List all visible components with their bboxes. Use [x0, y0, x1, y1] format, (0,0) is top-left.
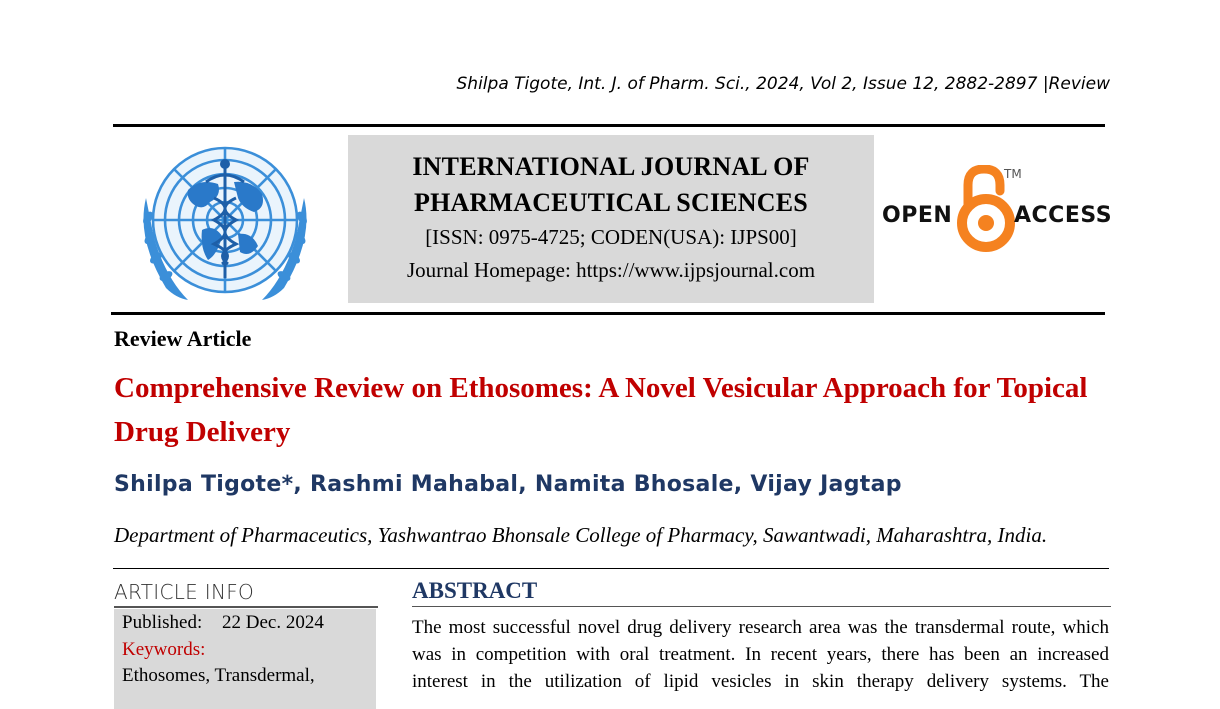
journal-homepage[interactable]: Journal Homepage: https://www.ijpsjournal.com — [406, 258, 816, 282]
trademark-mark: TM — [1004, 167, 1022, 181]
published-date: 22 Dec. 2024 — [222, 612, 324, 633]
running-header: Shilpa Tigote, Int. J. of Pharm. Sci., 2024, Vol 2, Issue 12, 2882-2897 |Review — [456, 74, 1110, 94]
keywords-value: Ethosomes, Transdermal, — [122, 665, 315, 686]
journal-issn: [ISSN: 0975-4725; CODEN(USA): IJPS00] — [425, 225, 797, 249]
published-label: Published: — [122, 612, 203, 633]
affiliation-rule — [113, 568, 1109, 569]
abstract-line: was in competition with oral treatment. In recent years, there has been an increased — [412, 644, 1109, 665]
abstract-line: interest in the utilization of lipid vesicles in skin therapy delivery systems. The — [412, 671, 1109, 692]
abstract-body — [412, 614, 1109, 695]
article-affiliation: Department of Pharmaceutics, Yashwantrao Bhonsale College of Pharmacy, Sawantwadi, Maharashtra, India. — [114, 523, 1048, 547]
article-info-rule — [114, 606, 378, 608]
article-type: Review Article — [114, 326, 252, 351]
article-authors: Shilpa Tigote*, Rashmi Mahabal, Namita Bhosale, Vijay Jagtap — [114, 472, 902, 497]
journal-name-line1: INTERNATIONAL JOURNAL OF — [412, 152, 810, 181]
journal-emblem-logo — [126, 138, 324, 306]
journal-title-box — [348, 135, 874, 303]
article-info-box — [114, 609, 376, 709]
article-title: Comprehensive Review on Ethosomes: A Novel Vesicular Approach for Topical Drug Delivery — [114, 372, 1088, 448]
top-rule — [113, 124, 1105, 127]
abstract-rule — [412, 606, 1111, 607]
open-access-right-word: ACCESS — [1014, 203, 1113, 228]
keywords-label: Keywords: — [122, 639, 206, 660]
abstract-heading: ABSTRACT — [412, 578, 538, 603]
open-access-left-word: OPEN — [882, 203, 953, 228]
article-info-heading: ARTICLE INFO — [114, 580, 255, 604]
open-access-logo — [880, 165, 1113, 253]
abstract-line: The most successful novel drug delivery research area was the transdermal route, which — [412, 617, 1109, 638]
journal-name-line2: PHARMACEUTICAL SCIENCES — [414, 188, 808, 217]
header-bottom-rule — [111, 312, 1105, 315]
